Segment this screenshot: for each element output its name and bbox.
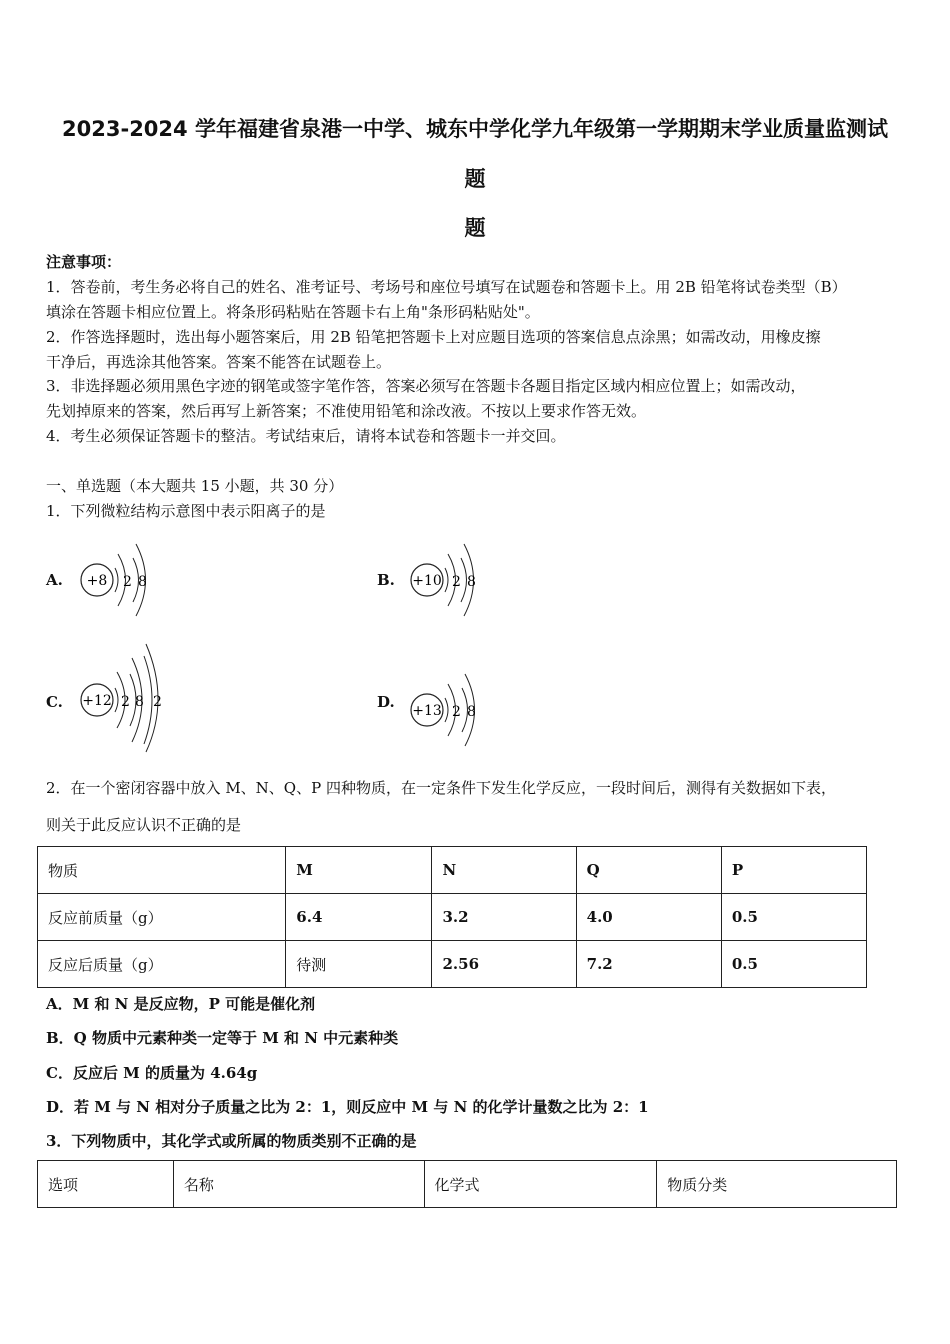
table-header-row xyxy=(38,847,867,894)
q2-option-b: B．Q 物质中元素种类一定等于 M 和 N 中元素种类 xyxy=(46,1029,399,1047)
table-cell: M xyxy=(286,847,432,894)
table-cell: 物质 xyxy=(38,847,286,894)
q1-option-d-atom-diagram xyxy=(408,670,498,754)
table-cell: 待测 xyxy=(286,941,432,988)
table-cell: 物质分类 xyxy=(657,1161,897,1208)
table-row xyxy=(38,941,867,988)
q2-option-d: D．若 M 与 N 相对分子质量之比为 2：1，则反应中 M 与 N 的化学计量数之比为 2：1 xyxy=(46,1098,649,1116)
table-cell: 选项 xyxy=(38,1161,174,1208)
notice-item-2a: 2．作答选择题时，选出每小题答案后，用 2B 铅笔把答题卡上对应题目选项的答案信息点涂黑；如需改动，用橡皮擦 xyxy=(46,328,821,346)
table-cell: N xyxy=(432,847,576,894)
table-cell: 化学式 xyxy=(424,1161,657,1208)
table-cell: 反应后质量（g） xyxy=(38,941,286,988)
notice-item-3b: 先划掉原来的答案，然后再写上新答案；不准使用铅笔和涂改液。不按以上要求作答无效。 xyxy=(46,402,647,420)
table-cell: 反应前质量（g） xyxy=(38,894,286,941)
table-cell: 0.5 xyxy=(721,941,866,988)
table-cell: Q xyxy=(576,847,721,894)
shell-electrons: 8 xyxy=(135,694,144,710)
q1-option-b-atom-diagram xyxy=(408,542,498,626)
exam-title-line1: 2023-2024 学年福建省泉港一中学、城东中学化学九年级第一学期期末学业质量监测试 xyxy=(62,117,888,141)
table-cell: 0.5 xyxy=(721,894,866,941)
q1-option-a-atom-diagram xyxy=(78,540,168,624)
shell-electrons: 8 xyxy=(138,574,147,590)
table-cell: 名称 xyxy=(173,1161,424,1208)
shell-electrons: 2 xyxy=(452,574,461,590)
shell-electrons: 8 xyxy=(467,704,476,720)
exam-title-line2: 题 xyxy=(464,167,486,191)
table-cell: 7.2 xyxy=(576,941,721,988)
table-cell: 3.2 xyxy=(432,894,576,941)
notice-item-2b: 干净后，再选涂其他答案。答案不能答在试题卷上。 xyxy=(46,353,392,371)
q1-option-c-label: C. xyxy=(46,693,63,711)
exam-title-line3: 题 xyxy=(464,216,486,240)
table-cell: 2.56 xyxy=(432,941,576,988)
nucleus-charge: +12 xyxy=(82,693,112,709)
q1-option-d-label: D. xyxy=(377,693,395,711)
q1-option-c-atom-diagram xyxy=(78,644,188,758)
question-2-stem-b: 则关于此反应认识不正确的是 xyxy=(46,816,242,834)
table-cell: 6.4 xyxy=(286,894,432,941)
section-heading: 一、单选题（本大题共 15 小题，共 30 分） xyxy=(46,477,344,495)
table-cell: 4.0 xyxy=(576,894,721,941)
q2-option-a: A．M 和 N 是反应物，P 可能是催化剂 xyxy=(46,995,316,1013)
shell-electrons: 8 xyxy=(467,574,476,590)
shell-electrons: 2 xyxy=(123,574,132,590)
question-3-stem: 3．下列物质中，其化学式或所属的物质类别不正确的是 xyxy=(46,1132,417,1150)
q2-option-c: C．反应后 M 的质量为 4.64g xyxy=(46,1064,258,1082)
notice-item-4: 4．考生必须保证答题卡的整洁。考试结束后，请将本试卷和答题卡一并交回。 xyxy=(46,427,566,445)
table-header-row xyxy=(38,1161,897,1208)
q3-data-table xyxy=(37,1160,897,1208)
notice-heading: 注意事项： xyxy=(46,253,122,271)
notice-item-1b: 填涂在答题卡相应位置上。将条形码粘贴在答题卡右上角"条形码粘贴处"。 xyxy=(46,303,540,321)
q1-option-a-label: A. xyxy=(46,571,63,589)
table-row xyxy=(38,894,867,941)
nucleus-charge: +13 xyxy=(412,703,442,719)
question-2-stem-a: 2．在一个密闭容器中放入 M、N、Q、P 四种物质，在一定条件下发生化学反应，一段时间后，测得有关数据如下表， xyxy=(46,779,836,797)
q1-option-b-label: B. xyxy=(377,571,395,589)
shell-electrons: 2 xyxy=(452,704,461,720)
nucleus-charge: +10 xyxy=(412,573,442,589)
question-1-stem: 1．下列微粒结构示意图中表示阳离子的是 xyxy=(46,502,326,520)
nucleus-charge: +8 xyxy=(86,573,108,589)
q2-data-table xyxy=(37,846,867,988)
notice-item-3a: 3．非选择题必须用黑色字迹的钢笔或签字笔作答，答案必须写在答题卡各题目指定区域内相应位置上；如需改动， xyxy=(46,377,806,395)
shell-electrons: 2 xyxy=(153,694,162,710)
shell-electrons: 2 xyxy=(121,694,130,710)
notice-item-1a: 1．答卷前，考生务必将自己的姓名、准考证号、考场号和座位号填写在试题卷和答题卡上。用 2B 铅笔将试卷类型（B） xyxy=(46,278,847,296)
table-cell: P xyxy=(721,847,866,894)
